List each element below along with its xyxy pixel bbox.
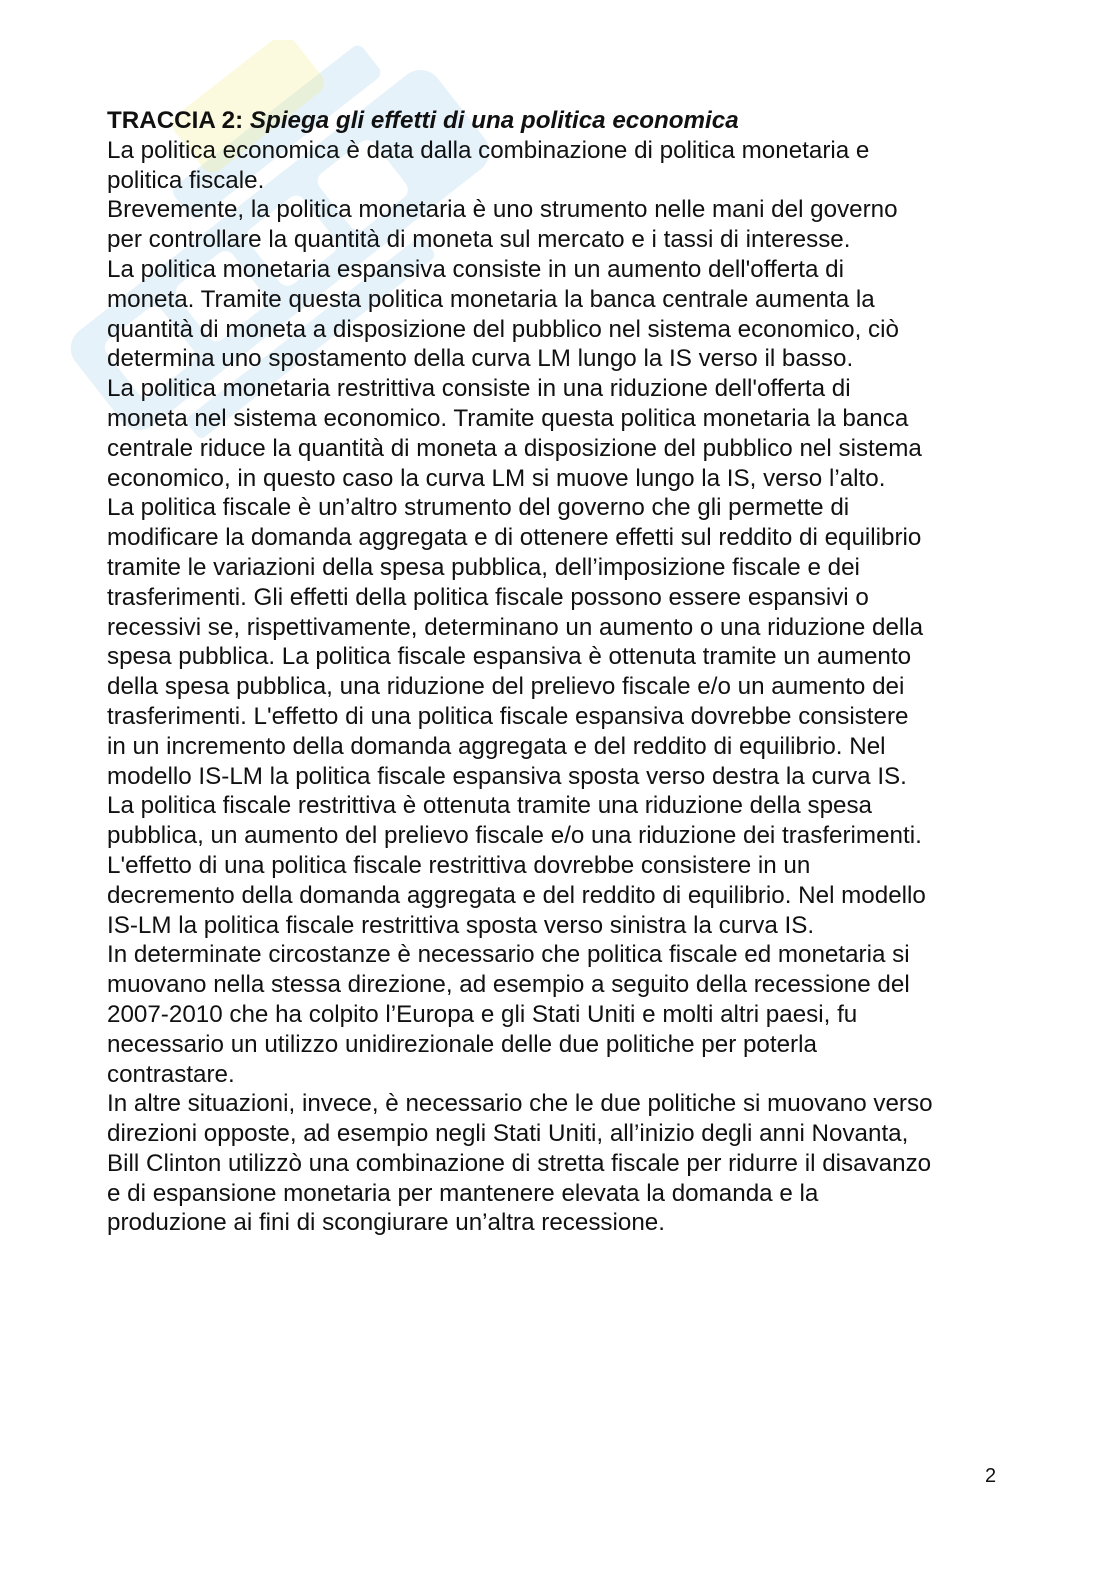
text-line: In determinate circostanze è necessario che politica fiscale ed monetaria si xyxy=(107,941,910,969)
text-line: La politica fiscale restrittiva è ottenuta tramite una riduzione della spesa xyxy=(107,792,873,820)
text-line: della spesa pubblica, una riduzione del prelievo fiscale e/o un aumento dei xyxy=(107,673,905,701)
text-line: moneta. Tramite questa politica monetaria la banca centrale aumenta la xyxy=(107,285,875,313)
text-line: decremento della domanda aggregata e del reddito di equilibrio. Nel modello xyxy=(107,881,926,909)
text-line: e di espansione monetaria per mantenere elevata la domanda e la xyxy=(107,1179,819,1207)
text-line: In altre situazioni, invece, è necessario che le due politiche si muovano verso xyxy=(107,1090,933,1118)
page-number: 2 xyxy=(985,1465,997,1487)
text-line: moneta nel sistema economico. Tramite questa politica monetaria la banca xyxy=(107,404,909,432)
text-line: determina uno spostamento della curva LM lungo la IS verso il basso. xyxy=(107,345,854,373)
text-line: La politica monetaria restrittiva consiste in una riduzione dell'offerta di xyxy=(107,375,851,403)
paragraph-lines xyxy=(107,136,1027,1238)
text-line: spesa pubblica. La politica fiscale espansiva è ottenuta tramite un aumento xyxy=(107,643,912,671)
text-line: tramite le variazioni della spesa pubblica, dell’imposizione fiscale e dei xyxy=(107,553,860,581)
document-title xyxy=(107,106,1027,136)
text-line: trasferimenti. L'effetto di una politica fiscale espansiva dovrebbe consistere xyxy=(107,702,909,730)
text-line: Brevemente, la politica monetaria è uno strumento nelle mani del governo xyxy=(107,196,898,224)
title-text: Spiega gli effetti di una politica economica xyxy=(249,107,739,134)
text-line: economico, in questo caso la curva LM si muove lungo la IS, verso l’alto. xyxy=(107,464,886,492)
text-line: trasferimenti. Gli effetti della politica fiscale possono essere espansivi o xyxy=(107,583,869,611)
text-line: per controllare la quantità di moneta sul mercato e i tassi di interesse. xyxy=(107,226,851,254)
text-line: 2007-2010 che ha colpito l’Europa e gli Stati Uniti e molti altri paesi, fu xyxy=(107,1000,858,1028)
text-line: contrastare. xyxy=(107,1060,235,1088)
text-line: La politica economica è data dalla combinazione di politica monetaria e xyxy=(107,136,870,164)
text-line: muovano nella stessa direzione, ad esempio a seguito della recessione del xyxy=(107,971,910,999)
text-line: modificare la domanda aggregata e di ottenere effetti sul reddito di equilibrio xyxy=(107,524,922,552)
text-line: IS-LM la politica fiscale restrittiva sposta verso sinistra la curva IS. xyxy=(107,911,815,939)
text-line: politica fiscale. xyxy=(107,166,265,194)
text-line: in un incremento della domanda aggregata e del reddito di equilibrio. Nel xyxy=(107,732,886,760)
document-body xyxy=(107,106,1027,1238)
text-line: Bill Clinton utilizzò una combinazione di stretta fiscale per ridurre il disavanzo xyxy=(107,1149,932,1177)
text-line: pubblica, un aumento del prelievo fiscale e/o una riduzione dei trasferimenti. xyxy=(107,822,922,850)
text-line: modello IS-LM la politica fiscale espansiva sposta verso destra la curva IS. xyxy=(107,762,907,790)
text-line: quantità di moneta a disposizione del pubblico nel sistema economico, ciò xyxy=(107,315,899,343)
text-line: produzione ai fini di scongiurare un’altra recessione. xyxy=(107,1209,665,1237)
text-line: La politica monetaria espansiva consiste in un aumento dell'offerta di xyxy=(107,255,844,283)
title-label: TRACCIA 2: xyxy=(107,107,244,134)
text-line: necessario un utilizzo unidirezionale delle due politiche per poterla xyxy=(107,1030,817,1058)
text-line: recessivi se, rispettivamente, determinano un aumento o una riduzione della xyxy=(107,613,924,641)
text-line: centrale riduce la quantità di moneta a disposizione del pubblico nel sistema xyxy=(107,434,922,462)
text-line: direzioni opposte, ad esempio negli Stati Uniti, all’inizio degli anni Novanta, xyxy=(107,1120,909,1148)
text-line: L'effetto di una politica fiscale restrittiva dovrebbe consistere in un xyxy=(107,851,811,879)
text-line: La politica fiscale è un’altro strumento del governo che gli permette di xyxy=(107,494,850,522)
